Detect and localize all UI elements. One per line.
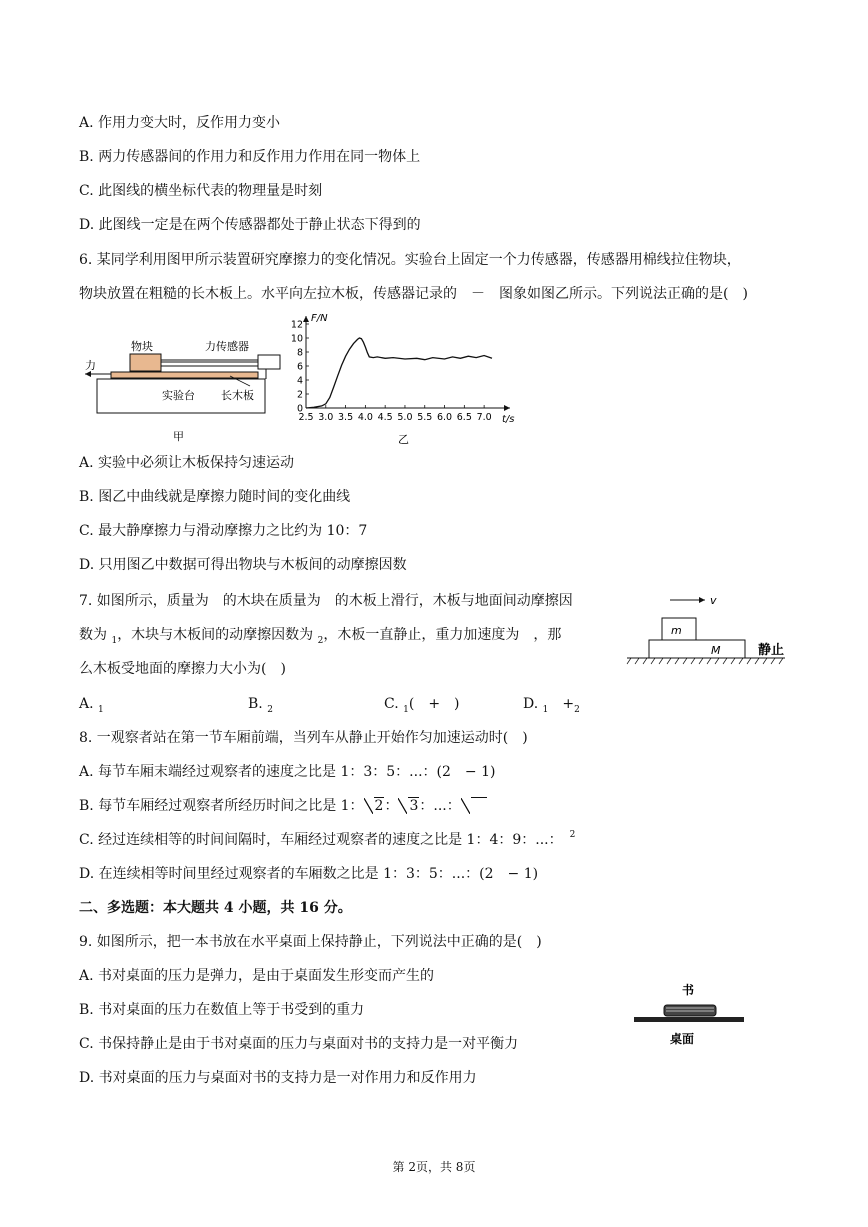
desk-label: 桌面 bbox=[670, 1032, 695, 1046]
q5-option-d: D. 此图线一定是在两个传感器都处于静止状态下得到的 bbox=[79, 217, 421, 233]
long-board bbox=[111, 372, 258, 378]
y-axis-arrow bbox=[303, 316, 309, 322]
q7-option-b: B. $_2$ bbox=[248, 696, 273, 715]
force-sensor bbox=[258, 355, 280, 369]
q6-option-c: C. 最大静摩擦力与滑动摩擦力之比约为 10：7 bbox=[79, 523, 368, 539]
block bbox=[130, 354, 161, 371]
q9-stem: 9. 如图所示，把一本书放在水平桌面上保持静止，下列说法中正确的是( ) bbox=[79, 934, 542, 950]
x-tick-label: 5.5 bbox=[417, 412, 433, 423]
q5-option-b: B. 两力传感器间的作用力和反作用力作用在同一物体上 bbox=[79, 149, 421, 165]
q6-option-a: A. 实验中必须让木板保持匀速运动 bbox=[79, 455, 295, 471]
book-label: 书 bbox=[682, 983, 695, 997]
chart-ticks bbox=[291, 320, 492, 424]
q8-option-b: B. 每节车厢经过观察者所经历时间之比是 1： 2： 3：...： bbox=[79, 796, 487, 816]
q7-stem-line2: 数为 $_1$，木块与木板间的动摩擦因数为 $_2$，木板一直静止，重力加速度为 ，那 bbox=[79, 627, 562, 646]
q9-option-a: A. 书对桌面的压力是弹力，是由于桌面发生形变而产生的 bbox=[79, 968, 435, 984]
q5-option-a: A. 作用力变大时，反作用力变小 bbox=[79, 115, 281, 131]
velocity-label: v bbox=[710, 594, 717, 607]
force-label: 力 bbox=[85, 359, 96, 372]
q7-option-c: C. $_1$( + ) bbox=[384, 696, 460, 715]
y-tick-label: 8 bbox=[296, 347, 303, 359]
book bbox=[664, 1005, 716, 1016]
q8-option-a: A. 每节车厢末端经过观察者的速度之比是 1：3：5：...：(2 − 1) bbox=[79, 764, 496, 780]
fig-jia-caption: 甲 bbox=[173, 430, 184, 443]
block-label: 物块 bbox=[131, 340, 153, 353]
static-label: 静止 bbox=[758, 643, 785, 658]
M-label: M bbox=[711, 644, 721, 657]
q7-option-a: A. $_1$ bbox=[79, 696, 104, 715]
y-tick-label: 2 bbox=[296, 389, 303, 401]
table-label: 实验台 bbox=[162, 389, 195, 402]
x-tick-label: 7.0 bbox=[476, 412, 492, 423]
q6-stem-line2: 物块放置在粗糙的长木板上。水平向左拉木板，传感器记录的 － 图象如图乙所示。下列说法正确的是( ) bbox=[79, 286, 748, 302]
q7-figure bbox=[625, 590, 795, 670]
q6-stem-line1: 6. 某同学利用图甲所示装置研究摩擦力的变化情况。实验台上固定一个力传感器，传感器用棉线拉住物块， bbox=[79, 252, 741, 268]
y-tick-label: 12 bbox=[290, 319, 303, 331]
x-axis-arrow bbox=[504, 405, 510, 411]
m-label: m bbox=[671, 624, 682, 637]
x-tick-label: 6.0 bbox=[436, 412, 453, 423]
force-time-curve bbox=[306, 338, 492, 408]
q6-option-d: D. 只用图乙中数据可得出物块与木板间的动摩擦因数 bbox=[79, 557, 407, 573]
y-tick-label: 4 bbox=[296, 375, 303, 387]
section-2-heading: 二、多选题：本大题共 4 小题，共 16 分。 bbox=[79, 900, 352, 916]
q9-option-d: D. 书对桌面的压力与桌面对书的支持力是一对作用力和反作用力 bbox=[79, 1070, 477, 1086]
q6-figure-yi-chart bbox=[284, 312, 520, 446]
q5-option-c: C. 此图线的横坐标代表的物理量是时刻 bbox=[79, 183, 323, 199]
q6-figure-jia bbox=[80, 336, 292, 446]
q8-option-c: C. 经过连续相等的时间间隔时，车厢经过观察者的速度之比是 1：4：9：...： $^2$ bbox=[79, 830, 576, 848]
chart-axes bbox=[303, 316, 510, 411]
x-tick-label: 4.0 bbox=[357, 412, 373, 423]
desk bbox=[634, 1017, 744, 1022]
q8-stem: 8. 一观察者站在第一节车厢前端，当列车从静止开始作匀加速运动时( ) bbox=[79, 730, 528, 746]
sensor-label: 力传感器 bbox=[205, 340, 249, 353]
q7-option-d: D. $_1$ $+_2$ bbox=[523, 696, 580, 715]
q6-option-b: B. 图乙中曲线就是摩擦力随时间的变化曲线 bbox=[79, 489, 351, 505]
q9-option-b: B. 书对桌面的压力在数值上等于书受到的重力 bbox=[79, 1002, 365, 1018]
fig-yi-caption: 乙 bbox=[398, 433, 409, 446]
chart-ylabel: F/N bbox=[311, 313, 328, 324]
x-tick-label: 2.5 bbox=[298, 412, 314, 423]
x-tick-label: 5.0 bbox=[397, 412, 413, 423]
q8-option-d: D. 在连续相等时间里经过观察者的车厢数之比是 1：3：5：...：(2 − 1) bbox=[79, 866, 539, 882]
x-tick-label: 6.5 bbox=[456, 412, 472, 423]
x-tick-label: 3.5 bbox=[338, 412, 354, 423]
x-tick-label: 4.5 bbox=[377, 412, 393, 423]
x-tick-label: 3.0 bbox=[318, 412, 334, 423]
board-label: 长木板 bbox=[221, 389, 254, 402]
y-tick-label: 6 bbox=[296, 361, 303, 373]
q7-stem-line3: 么木板受地面的摩擦力大小为( ) bbox=[79, 661, 286, 677]
chart-xlabel: t/s bbox=[502, 414, 515, 425]
q9-figure bbox=[630, 980, 750, 1050]
q9-option-c: C. 书保持静止是由于书对桌面的压力与桌面对书的支持力是一对平衡力 bbox=[79, 1036, 519, 1052]
board-M bbox=[649, 640, 745, 658]
y-tick-label: 10 bbox=[290, 333, 303, 345]
q7-stem-line1: 7. 如图所示，质量为 的木块在质量为 的木板上滑行，木板与地面间动摩擦因 bbox=[79, 593, 573, 609]
page-footer: 第 2页，共 8页 bbox=[392, 1160, 476, 1174]
y-tick-label: 0 bbox=[296, 403, 303, 415]
